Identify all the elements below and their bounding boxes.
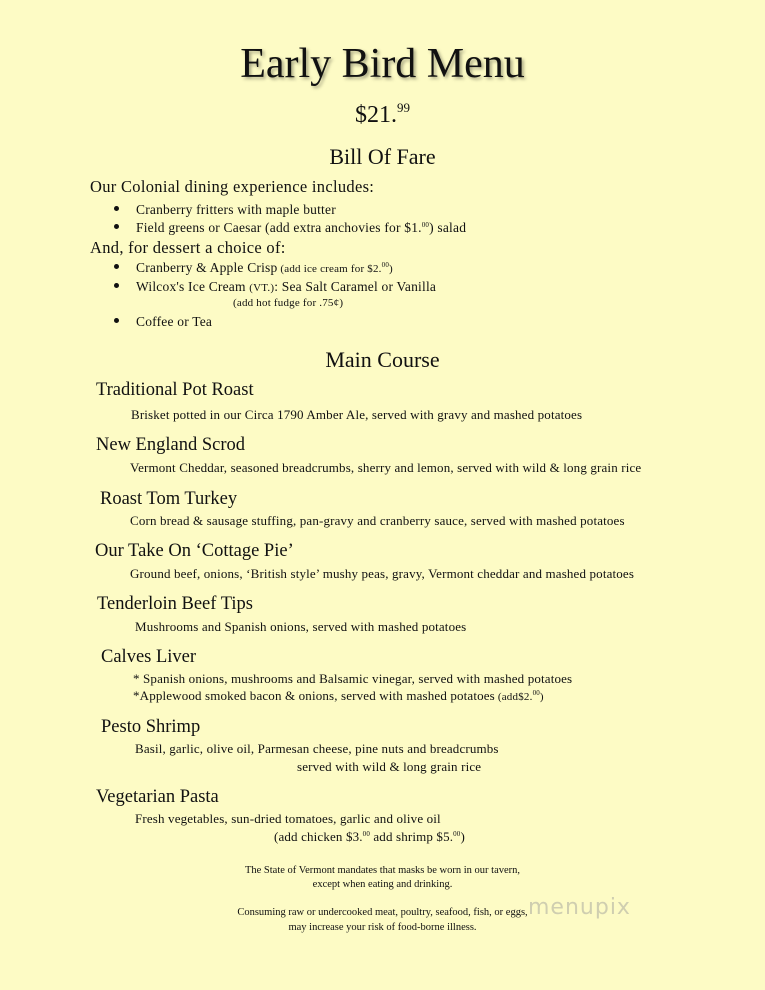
dish-description: Ground beef, onions, ‘British style’ mushy peas, gravy, Vermont cheddar and mashed potatoes xyxy=(130,566,635,581)
price-main: $21. xyxy=(355,102,397,128)
menu-price xyxy=(0,100,765,129)
dessert-item: Coffee or Tea xyxy=(114,314,212,330)
raw-food-notice-line2: may increase your risk of food-borne illness. xyxy=(288,922,477,933)
dish-description: Brisket potted in our Circa 1790 Amber Ale, served with gravy and mashed potatoes xyxy=(131,407,583,422)
dish-description: Mushrooms and Spanish onions, served with mashed potatoes xyxy=(135,619,467,634)
price-cents: 99 xyxy=(397,100,410,115)
dish-name: New England Scrod xyxy=(96,435,245,455)
dessert-subnote: (add hot fudge for .75¢) xyxy=(233,297,344,309)
raw-food-notice-line1: Consuming raw or undercooked meat, poultry, seafood, fish, or eggs, xyxy=(237,907,528,918)
dish-name: Our Take On ‘Cottage Pie’ xyxy=(95,541,294,561)
bullet-icon xyxy=(114,264,119,269)
bill-of-fare-intro: Our Colonial dining experience includes: xyxy=(90,177,375,196)
dessert-intro: And, for dessert a choice of: xyxy=(90,238,286,257)
dish-description: Fresh vegetables, sun-dried tomatoes, garlic and olive oil xyxy=(135,811,441,826)
dessert-item: Cranberry & Apple Crisp (add ice cream for $2.00) xyxy=(114,260,393,276)
dish-description: Basil, garlic, olive oil, Parmesan cheese, pine nuts and breadcrumbs xyxy=(135,741,499,756)
dish-name: Calves Liver xyxy=(101,647,197,667)
dessert-item: Wilcox's Ice Cream (VT.): Sea Salt Caramel or Vanilla xyxy=(114,279,436,295)
dish-name: Pesto Shrimp xyxy=(101,717,201,737)
dish-description: * Spanish onions, mushrooms and Balsamic vinegar, served with mashed potatoes xyxy=(133,671,573,686)
dish-name: Vegetarian Pasta xyxy=(96,787,219,807)
dish-description: Vermont Cheddar, seasoned breadcrumbs, sherry and lemon, served with wild & long grain rice xyxy=(130,460,642,475)
bullet-icon xyxy=(114,318,119,323)
bullet-icon xyxy=(114,206,119,211)
watermark: menupix xyxy=(528,895,631,920)
dish-addons: (add chicken $3.00 add shrimp $5.00) xyxy=(274,829,465,844)
include-item: Cranberry fritters with maple butter xyxy=(114,202,336,218)
mask-notice-line2: except when eating and drinking. xyxy=(312,879,453,890)
bullet-icon xyxy=(114,283,119,288)
dish-name: Traditional Pot Roast xyxy=(96,380,254,400)
include-item: Field greens or Caesar (add extra anchovies for $1.00) salad xyxy=(114,220,466,236)
dish-name: Roast Tom Turkey xyxy=(100,489,238,509)
main-course-heading: Main Course xyxy=(325,347,440,372)
bill-of-fare-heading: Bill Of Fare xyxy=(329,144,436,169)
dish-description: served with wild & long grain rice xyxy=(297,759,482,774)
dish-name: Tenderloin Beef Tips xyxy=(97,594,253,614)
mask-notice-line1: The State of Vermont mandates that masks be worn in our tavern, xyxy=(244,865,521,876)
bullet-icon xyxy=(114,224,119,229)
dish-description: *Applewood smoked bacon & onions, served with mashed potatoes (add$2.00) xyxy=(133,688,544,703)
dish-description: Corn bread & sausage stuffing, pan-gravy and cranberry sauce, served with mashed potatoes xyxy=(130,513,625,528)
menu-title: Early Bird Menu xyxy=(240,41,525,87)
